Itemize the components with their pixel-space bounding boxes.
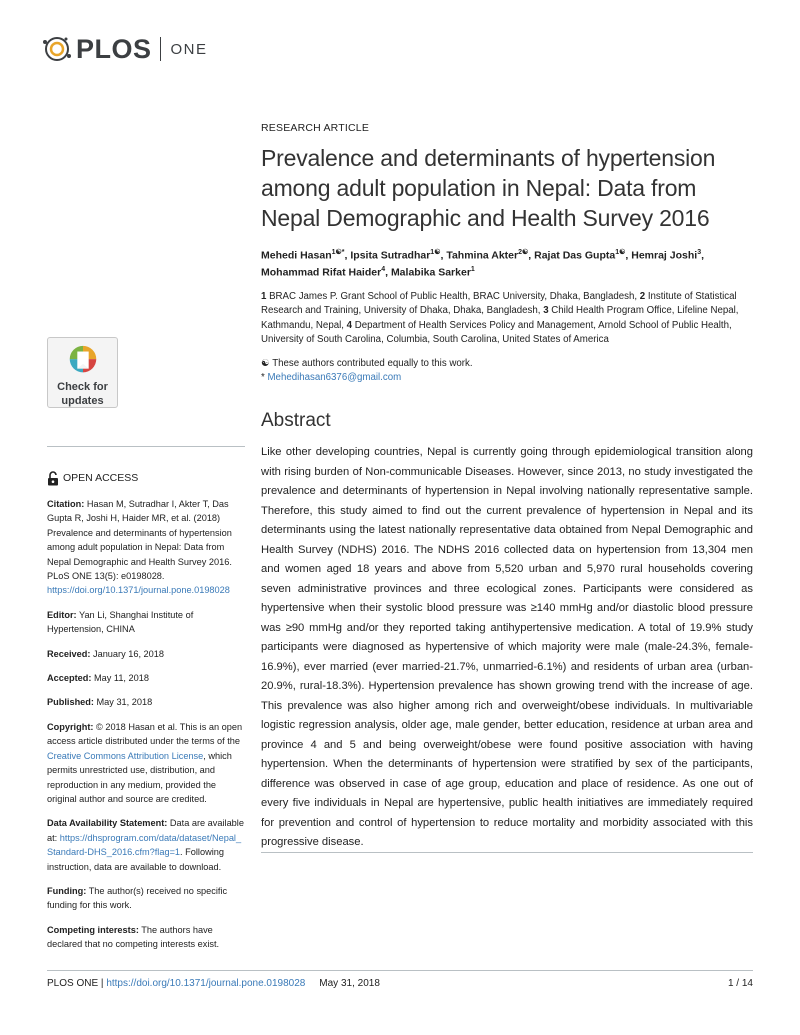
received-label: Received: bbox=[47, 648, 91, 659]
footer-left bbox=[47, 978, 380, 989]
plos-logo-icon bbox=[42, 34, 72, 64]
abstract-heading: Abstract bbox=[261, 410, 331, 432]
open-access bbox=[47, 471, 245, 486]
competing-interests bbox=[47, 923, 245, 952]
footer-doi-link[interactable]: https://doi.org/10.1371/journal.pone.0198028 bbox=[106, 978, 306, 989]
author-list: Mehedi Hasan$^{1☯*}$, Ipsita Sutradhar$^{1☯}$, Tahmina Akter$^{2☯}$, Rajat Das Gupta$^{1☯}$, Hemraj Joshi$^3$, Mohammad Rifat Haider$^4$, Malabika Sarker$^1$ bbox=[261, 249, 705, 279]
citation bbox=[47, 497, 245, 598]
author-sup: 4 bbox=[381, 266, 386, 274]
logo-separator bbox=[160, 37, 161, 61]
funding bbox=[47, 884, 245, 913]
author-sup: 1☯* bbox=[331, 249, 345, 256]
funding-label: Funding: bbox=[47, 885, 87, 896]
published-text: May 31, 2018 bbox=[96, 697, 153, 708]
author-name[interactable]: Malabika Sarker bbox=[390, 266, 471, 279]
affiliations bbox=[261, 290, 753, 347]
article-type: RESEARCH ARTICLE bbox=[261, 122, 370, 134]
updates-label-line2: updates bbox=[61, 395, 104, 407]
plos-one-logo bbox=[42, 32, 208, 66]
author-name[interactable]: Hemraj Joshi bbox=[631, 249, 698, 262]
data-availability-text: Data are available at: bbox=[47, 818, 244, 843]
author-name[interactable]: Mohammad Rifat Haider bbox=[261, 266, 382, 279]
received-text: January 16, 2018 bbox=[92, 648, 164, 659]
copyright bbox=[47, 720, 245, 806]
accepted-text: May 11, 2018 bbox=[93, 673, 149, 684]
license-link[interactable]: Creative Commons Attribution License bbox=[47, 750, 204, 761]
footer-date: May 31, 2018 bbox=[319, 978, 380, 989]
copyright-text-end: , which permits unrestricted use, distribution, and reproduction in any medium, provided the original author and source are credited. bbox=[47, 750, 232, 804]
funding-text: The author(s) received no specific funding for this work. bbox=[47, 885, 228, 911]
published-date bbox=[47, 695, 245, 709]
page-number: 1 / 14 bbox=[727, 978, 753, 989]
affil-text: Institute of Statistical Research and Training, University of Dhaka, Dhaka, Bangladesh, bbox=[261, 291, 737, 317]
author-sup: 1☯ bbox=[430, 249, 441, 256]
copyright-label: Copyright: bbox=[47, 721, 94, 732]
author-sup: 3 bbox=[697, 249, 702, 256]
corresponding-note bbox=[261, 371, 753, 385]
equal-contribution-note: ☯ These authors contributed equally to this work. bbox=[261, 358, 473, 369]
footer-separator: | bbox=[100, 978, 104, 989]
data-availability bbox=[47, 816, 245, 874]
citation-text: Hasan M, Sutradhar I, Akter T, Das Gupta R, Joshi H, Haider MR, et al. (2018) Prevalence and determinants of hypertension among adult population in Nepal: Data from Nepal Demographic and Health Survey 2016. PLoS ONE 13(5): e0198028. bbox=[47, 499, 232, 582]
corresponding-email[interactable]: Mehedihasan6376@gmail.com bbox=[267, 371, 402, 383]
citation-label: Citation: bbox=[47, 499, 85, 509]
footer-divider bbox=[47, 970, 753, 971]
plos-wordmark: PLOS bbox=[76, 33, 152, 64]
footer-journal: PLOS ONE bbox=[47, 978, 99, 989]
author-sup: 1☯ bbox=[615, 249, 626, 256]
abstract-divider bbox=[261, 852, 753, 853]
corresponding-star: * bbox=[261, 371, 265, 383]
author-name[interactable]: Rajat Das Gupta bbox=[534, 249, 616, 262]
affil-text: Child Health Program Office, Lifeline Nepal, Kathmandu, Nepal, bbox=[261, 305, 739, 331]
citation-doi-link[interactable]: https://doi.org/10.1371/journal.pone.0198028 bbox=[47, 585, 230, 596]
accepted-label: Accepted: bbox=[47, 673, 92, 684]
received-date bbox=[47, 647, 245, 661]
bookmark-ribbon-icon bbox=[66, 343, 100, 379]
affil-text: Department of Health Services Policy and Management, Arnold School of Public Health, University of South Carolina, Columbia, South Carolina, United States of America bbox=[261, 319, 732, 345]
author-name[interactable]: Ipsita Sutradhar bbox=[350, 249, 431, 262]
main-column bbox=[261, 122, 753, 853]
author-name[interactable]: Mehedi Hasan bbox=[261, 249, 332, 262]
data-availability-label: Data Availability Statement: bbox=[47, 818, 168, 829]
editor-text: Yan Li, Shanghai Institute of Hypertension, CHINA bbox=[47, 609, 194, 635]
editor bbox=[47, 608, 245, 637]
affil-text: BRAC James P. Grant School of Public Health, BRAC University, Dhaka, Bangladesh, bbox=[269, 291, 638, 303]
open-lock-icon bbox=[47, 471, 59, 486]
open-access-label: OPEN ACCESS bbox=[63, 472, 139, 485]
published-label: Published: bbox=[47, 697, 94, 708]
copyright-text: © 2018 Hasan et al. This is an open access article distributed under the terms of the bbox=[47, 721, 243, 747]
author-sup: 1 bbox=[470, 266, 475, 274]
dataset-link[interactable]: https://dhsprogram.com/data/dataset/Nepal_Standard-DHS_2016.cfm?flag=1 bbox=[47, 832, 242, 858]
competing-text: The authors have declared that no competing interests exist. bbox=[47, 924, 220, 950]
data-availability-text-end: . Following instruction, data are available to download. bbox=[47, 847, 224, 872]
author-sup: 2☯ bbox=[518, 249, 529, 256]
affil-number: 1 bbox=[261, 291, 267, 303]
affil-number: 2 bbox=[639, 291, 646, 303]
author-name[interactable]: Tahmina Akter bbox=[446, 249, 519, 262]
page-footer bbox=[47, 978, 753, 989]
abstract-text: Like other developing countries, Nepal is currently going through epidemiological transition along with rising burden of Non-communicable Diseases. However, since 2013, no study investigated the prevalence and determinants of hypertension in Nepal involving nationally representative sample. Therefore, this study aimed to find out the current prevalence of hypertension in Nepal and its determinants using the latest nationally representative data obtained from Nepal Demographic and Health Survey (NDHS) 2016. The NDHS 2016 collected data on hypertension from 13,304 men and women aged 18 years and above from 5,520 urban and 5,970 rural households covering seven administrative provinces and three ecological zones. Participants were considered as hypertensive when their systolic blood pressure was ≥140 mmHg and/or diastolic blood pressure was ≥90 mmHg and/or they reported taking antihypertensive medication. A total of 19.9% study participants were diagnosed as hypertensive of which majority were male (male-24.3%, female-16.9%), ever married (ever married-21.7%, unmarried-6.1%) and residents of urban area (urban-20.9%, rural-18.3%). Hypertension prevalence has shown growing trend with the increase of age. This prevalence was also higher among rich and overweight/obese individuals. In multivariable logistic regression analysis, older age, male gender, better education, residence at urban area and province 4 and 5 and being overweight/obese were found positive association with having hypertension. When the determinants of hypertension were stratified by sex of the participants, difference was observed in case of age group, education and place of residence. As one out of every five individuals in Nepal are hypertensive, public health initiatives are immediately required for prevention and control of hypertension to reduce mortality and morbidity associated with this progressive disease. bbox=[261, 446, 753, 849]
updates-label-line1: Check for bbox=[57, 381, 108, 393]
affil-number: 4 bbox=[346, 319, 353, 331]
sidebar bbox=[47, 446, 245, 962]
article-title: Prevalence and determinants of hypertension among adult population in Nepal: Data from Nepal Demographic and Health Survey 2016 bbox=[261, 145, 716, 231]
check-for-updates-badge[interactable] bbox=[47, 337, 118, 408]
competing-label: Competing interests: bbox=[47, 924, 139, 935]
journal-name: ONE bbox=[170, 40, 208, 58]
editor-label: Editor: bbox=[47, 609, 77, 620]
author-notes bbox=[261, 357, 753, 384]
accepted-date bbox=[47, 671, 245, 685]
affil-number: 3 bbox=[543, 305, 549, 317]
